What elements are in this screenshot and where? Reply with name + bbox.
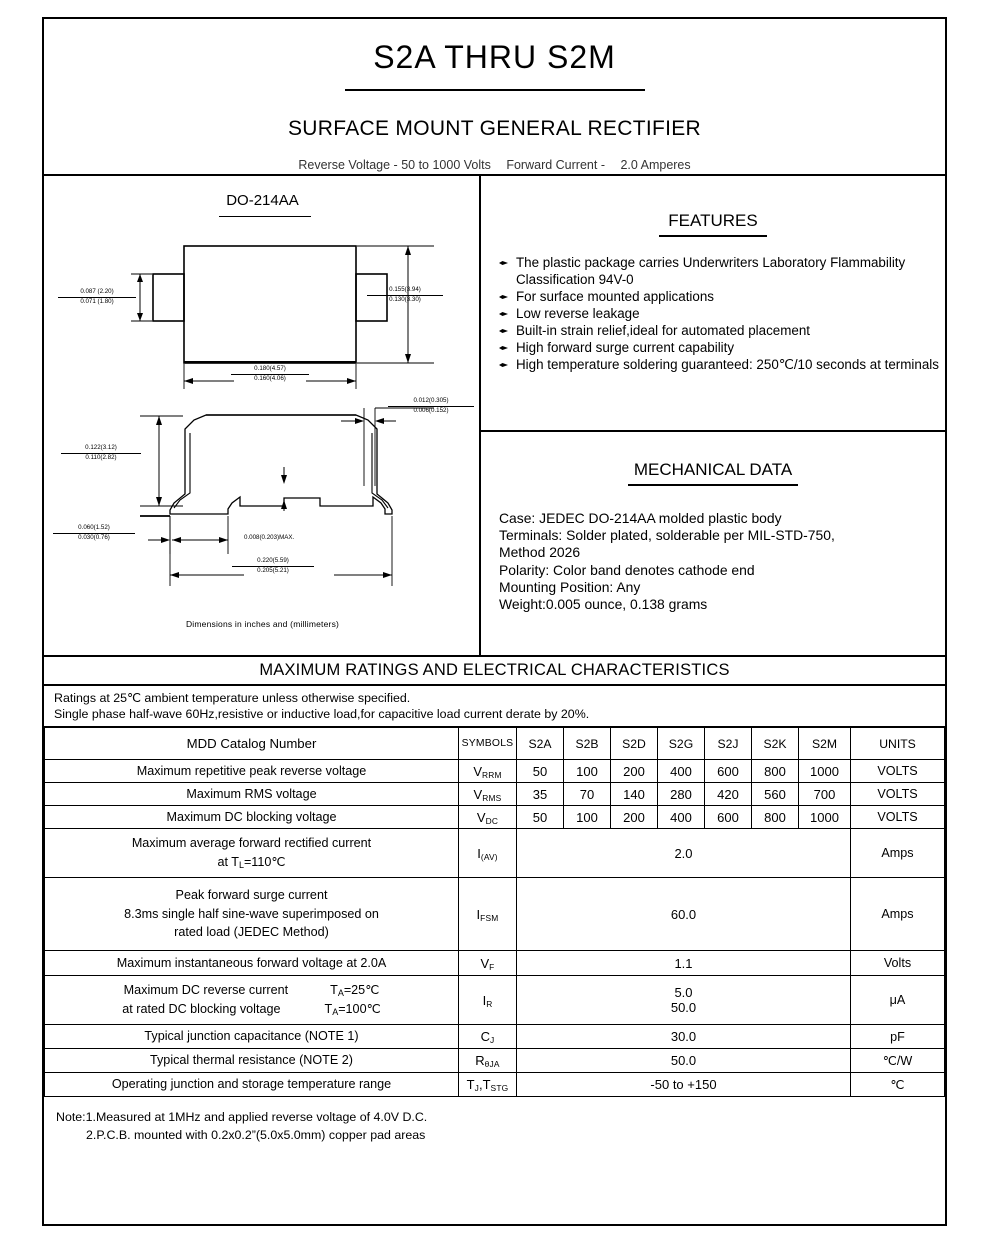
value-line: 5.0 [674, 985, 693, 1000]
features-heading-text: FEATURES [668, 211, 758, 230]
ratings-title: MAXIMUM RATINGS AND ELECTRICAL CHARACTERISTICS [44, 657, 945, 686]
condition-line-1: Ratings at 25℃ ambient temperature unless otherwise specified. [54, 691, 411, 705]
features-list [499, 255, 945, 374]
header-part-0: S2A [517, 728, 564, 760]
row-value: 35 [517, 783, 564, 806]
reverse-voltage-spec: Reverse Voltage - 50 to 1000 Volts [298, 158, 491, 172]
row-unit: Amps [851, 829, 945, 878]
row-symbol: TJ,TSTG [459, 1073, 517, 1097]
mechanical-heading-text: MECHANICAL DATA [633, 460, 793, 479]
param-line: Maximum DC reverse current TA=25℃ [123, 983, 380, 999]
dim-foot-length: 0.060(1.52) 0.030(0.76) [53, 524, 135, 543]
table-row [45, 806, 945, 829]
list-item [499, 340, 945, 357]
table-row [45, 951, 945, 976]
row-unit: μA [851, 976, 945, 1025]
note-line-2: 2.P.C.B. mounted with 0.2x0.2”(5.0x5.0mm) copper pad areas [86, 1127, 426, 1142]
diamond-bullet-icon [499, 260, 508, 266]
feature-text: High forward surge current capability [516, 339, 735, 355]
row-value-span: 2.0 [517, 829, 851, 878]
row-parameter: Typical junction capacitance (NOTE 1) [45, 1025, 459, 1049]
row-unit: ℃ [851, 1073, 945, 1097]
table-header-row [45, 728, 945, 760]
row-value: 200 [611, 760, 658, 783]
row-value: 400 [658, 806, 705, 829]
header-units: UNITS [851, 728, 945, 760]
title-underline [345, 89, 645, 91]
info-panel [481, 176, 945, 655]
mech-line: Weight:0.005 ounce, 0.138 grams [499, 595, 708, 612]
row-value: 140 [611, 783, 658, 806]
middle-band [44, 176, 945, 657]
list-item [499, 357, 945, 374]
param-line: Maximum average forward rectified current [131, 836, 372, 851]
header-part-6: S2M [799, 728, 851, 760]
row-value: 420 [705, 783, 752, 806]
row-parameter: Maximum DC blocking voltage [45, 806, 459, 829]
row-value-span: 30.0 [517, 1025, 851, 1049]
row-unit: VOLTS [851, 760, 945, 783]
row-unit: pF [851, 1025, 945, 1049]
mechanical-list [499, 510, 945, 613]
table-row [45, 783, 945, 806]
header-part-3: S2G [658, 728, 705, 760]
drawing-caption: Dimensions in inches and (millimeters) [185, 619, 340, 629]
param-line: at TL=110℃ [217, 855, 286, 870]
mech-line: Method 2026 [499, 544, 581, 561]
page-header [44, 19, 945, 176]
row-value: 280 [658, 783, 705, 806]
mech-line: Polarity: Color band denotes cathode end [499, 561, 755, 578]
diamond-bullet-icon [499, 362, 508, 368]
row-symbol: I(AV) [459, 829, 517, 878]
list-item [499, 306, 945, 323]
feature-text: Low reverse leakage [516, 305, 640, 321]
dim-overall-length: 0.220(5.59) 0.205(5.21) [232, 557, 314, 576]
list-item [499, 289, 945, 306]
row-value: 600 [705, 760, 752, 783]
feature-text: For surface mounted applications [516, 288, 714, 304]
diamond-bullet-icon [499, 311, 508, 317]
diamond-bullet-icon [499, 345, 508, 351]
mechanical-underline [628, 484, 798, 486]
row-symbol: VRMS [459, 783, 517, 806]
table-row [45, 1049, 945, 1073]
package-drawing-panel [44, 176, 481, 655]
row-symbol: VDC [459, 806, 517, 829]
row-parameter: Operating junction and storage temperature range [45, 1073, 459, 1097]
features-heading [481, 211, 945, 237]
note-line-1: Note:1.Measured at 1MHz and applied reverse voltage of 4.0V D.C. [56, 1110, 428, 1124]
row-parameter: Typical thermal resistance (NOTE 2) [45, 1049, 459, 1073]
dim-left-height: 0.087 (2.20) 0.071 (1.80) [58, 288, 136, 307]
table-row [45, 1073, 945, 1097]
feature-text: Built-in strain relief,ideal for automated placement [516, 322, 810, 338]
row-unit: Amps [851, 878, 945, 951]
page-title: S2A THRU S2M [373, 39, 616, 75]
row-value-span: 60.0 [517, 878, 851, 951]
param-line: Peak forward surge current [175, 887, 328, 902]
forward-current-label: Forward Current - [506, 158, 609, 172]
row-symbol: CJ [459, 1025, 517, 1049]
row-value: 50 [517, 806, 564, 829]
row-value: 100 [564, 806, 611, 829]
forward-current-value: 2.0 Amperes [620, 158, 691, 172]
mechanical-heading [481, 460, 945, 486]
row-value-span [517, 976, 851, 1025]
row-value-span: 1.1 [517, 951, 851, 976]
header-part-1: S2B [564, 728, 611, 760]
row-parameter [45, 829, 459, 878]
mech-line: Case: JEDEC DO-214AA molded plastic body [499, 510, 782, 526]
row-parameter: Maximum instantaneous forward voltage at 2.0A [45, 951, 459, 976]
row-value: 600 [705, 806, 752, 829]
mech-line: Terminals: Solder plated, solderable per MIL-STD-750, [499, 527, 835, 544]
condition-line-2: Single phase half-wave 60Hz,resistive or inductive load,for capacitive load current derate by 20%. [54, 707, 590, 722]
row-parameter: Maximum repetitive peak reverse voltage [45, 760, 459, 783]
mech-line: Mounting Position: Any [499, 578, 641, 595]
row-value: 400 [658, 760, 705, 783]
value-line: 50.0 [670, 1000, 697, 1015]
features-underline [659, 235, 767, 237]
mechanical-data-section [481, 432, 945, 655]
page-subtitle: SURFACE MOUNT GENERAL RECTIFIER [287, 117, 702, 140]
dim-standoff: 0.008(0.203)MAX. [244, 534, 295, 541]
list-item [499, 255, 945, 289]
row-value: 1000 [799, 760, 851, 783]
header-part-2: S2D [611, 728, 658, 760]
header-specs [44, 158, 945, 172]
ratings-conditions [44, 686, 945, 727]
footnotes [44, 1097, 945, 1145]
row-value-span: 50.0 [517, 1049, 851, 1073]
package-name: DO-214AA [226, 192, 299, 209]
table-row [45, 760, 945, 783]
features-section [481, 176, 945, 432]
row-value: 1000 [799, 806, 851, 829]
header-parameter: MDD Catalog Number [45, 728, 459, 760]
feature-text: High temperature soldering guaranteed: 250℃/10 seconds at terminals [516, 356, 939, 372]
diamond-bullet-icon [499, 328, 508, 334]
row-value: 50 [517, 760, 564, 783]
row-value-span: -50 to +150 [517, 1073, 851, 1097]
row-value: 700 [799, 783, 851, 806]
row-symbol: RθJA [459, 1049, 517, 1073]
header-part-4: S2J [705, 728, 752, 760]
param-line: rated load (JEDEC Method) [174, 925, 329, 940]
row-value: 70 [564, 783, 611, 806]
ratings-table [44, 727, 945, 1097]
row-parameter: Maximum RMS voltage [45, 783, 459, 806]
diamond-bullet-icon [499, 294, 508, 300]
param-line: at rated DC blocking voltage TA=100℃ [122, 1002, 381, 1017]
row-unit: Volts [851, 951, 945, 976]
row-parameter [45, 976, 459, 1025]
row-unit: VOLTS [851, 806, 945, 829]
row-symbol: IR [459, 976, 517, 1025]
datasheet-page [42, 17, 947, 1226]
row-unit: VOLTS [851, 783, 945, 806]
row-symbol: VF [459, 951, 517, 976]
dim-lead-thickness: 0.012(0.305) 0.006(0.152) [388, 397, 474, 416]
row-value: 800 [752, 760, 799, 783]
row-symbol: IFSM [459, 878, 517, 951]
list-item [499, 323, 945, 340]
row-value: 200 [611, 806, 658, 829]
table-row [45, 878, 945, 951]
table-row [45, 976, 945, 1025]
dim-right-width: 0.155(3.94) 0.130(3.30) [367, 286, 443, 305]
feature-text: The plastic package carries Underwriters Laboratory Flammability Classification 94V-0 [516, 255, 906, 287]
dim-body-height: 0.122(3.12) 0.110(2.82) [61, 444, 141, 463]
header-part-5: S2K [752, 728, 799, 760]
table-row [45, 1025, 945, 1049]
param-line: 8.3ms single half sine-wave superimposed on [124, 906, 379, 921]
package-outline-drawing [44, 176, 481, 657]
row-value: 100 [564, 760, 611, 783]
row-value: 560 [752, 783, 799, 806]
dim-body-length: 0.180(4.57) 0.160(4.06) [231, 365, 309, 384]
row-unit: ℃/W [851, 1049, 945, 1073]
row-symbol: VRRM [459, 760, 517, 783]
row-value: 800 [752, 806, 799, 829]
table-row [45, 829, 945, 878]
row-parameter [45, 878, 459, 951]
header-symbols: SYMBOLS [459, 728, 517, 760]
